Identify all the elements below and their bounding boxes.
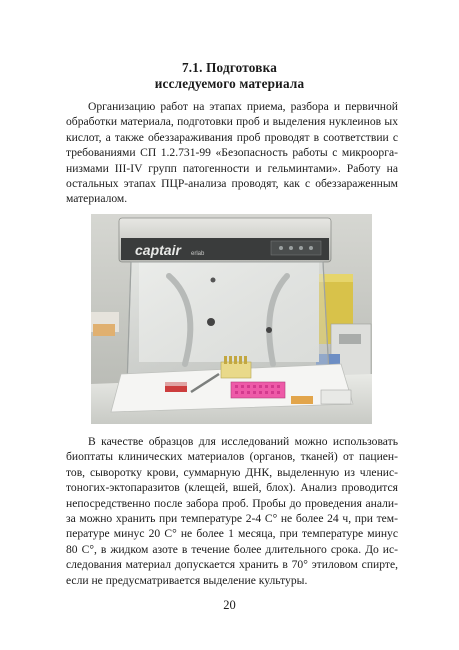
pcr-cabinet-photo — [91, 214, 372, 424]
text-line: обработки материала, подготовки проб и выделения нуклеинов ых — [66, 115, 398, 129]
text-line: непосредственно после забора проб. Пробы до проведения анали- — [66, 496, 398, 510]
page-number: 20 — [223, 598, 236, 612]
text-line: тов, сыворотку крови, суммарную ДНК, выделенную из членис- — [66, 465, 398, 479]
text-line: 80 С°, в жидком азоте в течение более длительного срока. До ис- — [66, 542, 398, 556]
text-line: материалом. — [66, 192, 128, 206]
text-line: пературе минус 20 С° не более 1 месяца, при температуре минус — [66, 527, 398, 541]
text-line: В качестве образцов для исследований можно использовать — [88, 435, 398, 448]
text-line: низмами III-IV групп патогенности и гельминтами». Работу на — [66, 161, 398, 175]
brand-logo-text: captair — [135, 242, 181, 258]
text-line: если не предусматривается выделение культуры. — [66, 573, 308, 587]
section-heading: 7.1. Подготовка — [182, 60, 277, 75]
text-line: кислот, а также обеззараживания проб проводят в соответствии с — [66, 130, 398, 144]
pcr-cabinet-illustration — [91, 214, 372, 424]
section-heading-continued: исследуемого материала — [154, 76, 305, 91]
paragraph-sample-types — [66, 434, 398, 588]
brand-logo-subtext: erlab — [191, 251, 205, 257]
text-line: следования материал допускается хранить в 70° этиловом спирте, — [66, 558, 398, 572]
text-line: тоногих-эктопаразитов (клещей, вшей, блох). Анализ проводится — [66, 481, 398, 495]
paragraph-storage-requirements — [66, 99, 398, 207]
text-line: Организацию работ на этапах приема, разбора и первичной — [88, 100, 398, 113]
text-line: за можно хранить при температуре 2-4 С° не более 24 ч, при тем- — [66, 512, 398, 526]
text-line: требованиями СП 1.2.731-99 «Безопасность работы с микроорга- — [66, 146, 398, 160]
text-line: биоптаты клинических материалов (органов, тканей) от пациен- — [66, 450, 398, 464]
text-line: остальных этапах ПЦР-анализа проводят, как с обеззараженным — [66, 177, 398, 191]
